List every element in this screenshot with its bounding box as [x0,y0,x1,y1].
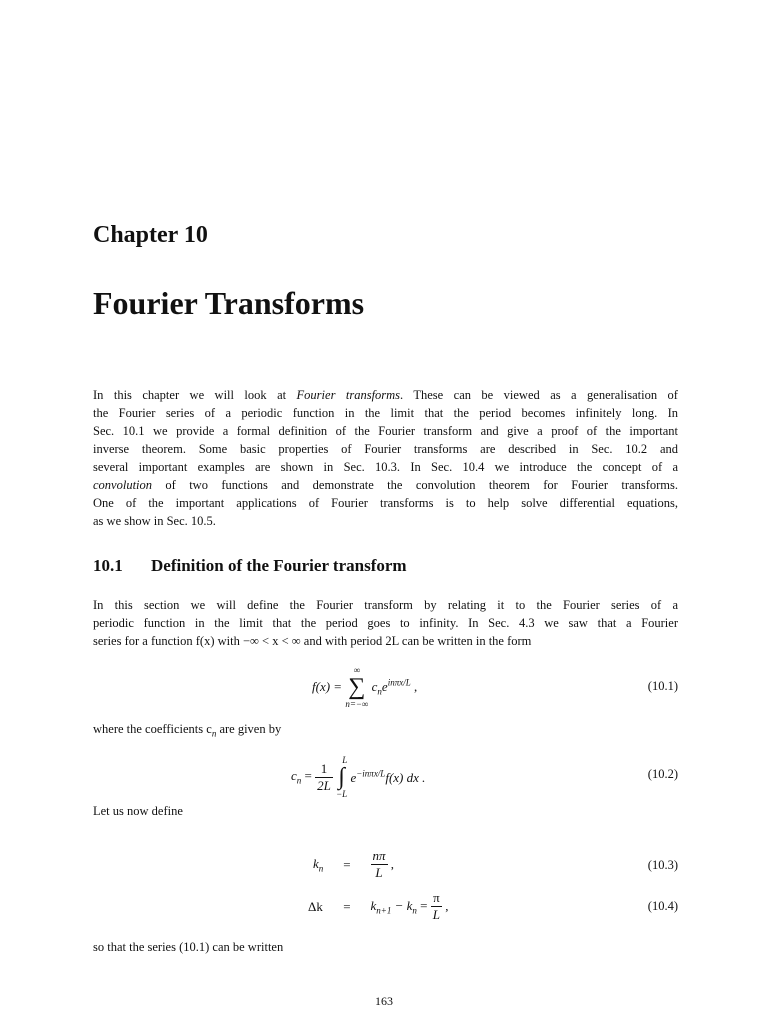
fraction: $\frac{\pi}{L}$ [432,890,440,922]
intro-line: inverse theorem. Some basic properties of Fourier transforms are described in Sec. 10.2 and [93,442,678,456]
intro-line: One of the important applications of Fourier transforms is to help solve differential equations, [93,496,678,510]
intro-line: as we show in Sec. 10.5. [93,514,216,528]
coefficients-text: where the coefficients $c_n$ are given by [93,722,282,739]
equation-number: (10.1) [647,679,678,693]
intro-line: convolution of two functions and demonstrate the convolution theorem for Fourier transforms. [93,478,678,492]
fraction: $\frac{1}{2L}$ [317,760,331,793]
equation-10-3: $k_n$ = $\frac{n\pi}{L}$ , [313,848,395,880]
section-intro-line: periodic function in the limit that the period goes to infinity. In Sec. 4.3 we saw that a Fourier [93,616,678,630]
intro-line: In this chapter we will look at Fourier transforms. These can be viewed as a generalisation of [93,388,678,402]
chapter-label: Chapter 10 [93,222,208,248]
intro-line: Sec. 10.1 we provide a formal definition of the Fourier transform and give a proof of the important [93,424,678,438]
section-intro-line: series for a function f(x) with −∞ < x < ∞ and with period 2L can be written in the form [93,634,532,648]
summation: ∞ ∑ n=−∞ [345,665,369,709]
integral: L ∫ −L [336,755,348,799]
define-text: Let us now define [93,804,183,818]
equation-number: (10.3) [647,858,678,872]
intro-paragraph [93,386,678,530]
equation-10-2: $c_n$ = $\frac{1}{2L}$ L ∫ −L $e^{-in\pi x/L}f(x)$ dx . [291,755,426,799]
section-heading [93,556,407,576]
equation-number: (10.4) [647,899,678,913]
chapter-title: Fourier Transforms [93,285,365,321]
equation-10-1: f(x) = ∞ ∑ n=−∞ $c_ne^{in\pi x/L}$ , [312,665,418,709]
fraction: $\frac{n\pi}{L}$ [372,848,386,880]
equation-10-4: $\Delta k = k_{n+1} - k_n$ = $\frac{\pi}{L}$ , [308,890,449,922]
section-intro-line: In this section we will define the Fourier transform by relating it to the Fourier series of a [93,598,678,612]
closing-text: so that the series (10.1) can be written [93,940,284,954]
intro-line: the Fourier series of a periodic function in the limit that the period becomes infinitely long. In [93,406,678,420]
section-title: Definition of the Fourier transform [151,556,407,575]
section-intro-paragraph [93,596,678,650]
section-number: 10.1 [93,556,123,575]
page-number: 163 [375,994,393,1008]
equation-number: (10.2) [647,767,678,781]
intro-line: several important examples are shown in Sec. 10.3. In Sec. 10.4 we introduce the concept of a [93,460,678,474]
